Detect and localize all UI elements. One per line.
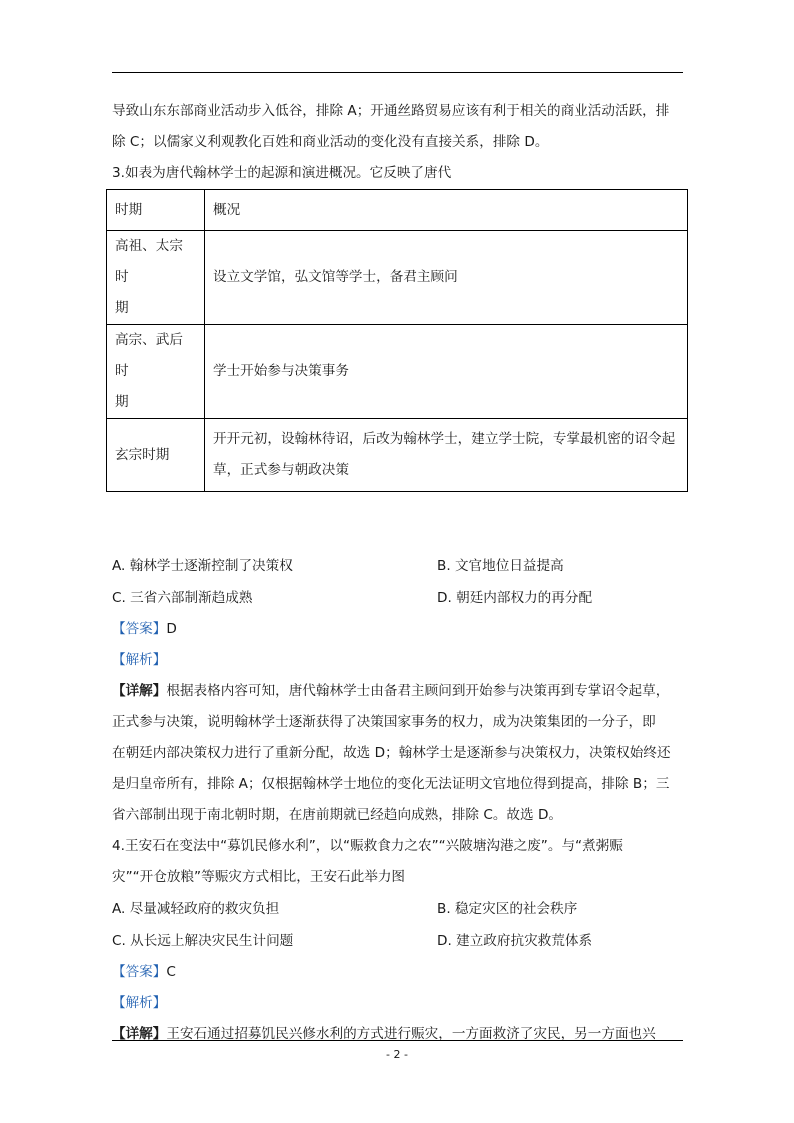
desc-line: 学士开始参与决策事务 bbox=[213, 363, 349, 379]
detail-line: 王安石通过招募饥民兴修水利的方式进行赈灾，一方面救济了灾民，另一方面也兴 bbox=[166, 1026, 656, 1042]
option-d: D. 建立政府抗灾救荒体系 bbox=[437, 933, 593, 949]
table-header-period: 时期 bbox=[107, 190, 205, 231]
table-cell-desc bbox=[205, 419, 688, 492]
detail-line: 省六部制出现于南北朝时期，在唐前期就已经趋向成熟，排除 C。故选 D。 bbox=[112, 807, 563, 823]
question-3-analysis bbox=[112, 645, 686, 676]
answer-tag: 【答案】 bbox=[112, 964, 167, 980]
question-3-table bbox=[106, 189, 688, 492]
question-4-answer bbox=[112, 957, 686, 988]
question-3-options bbox=[112, 550, 686, 614]
question-4-title-line-1: 4.王安石在变法中“募饥民修水利”，以“赈救食力之农”“兴陂塘沟港之废”。与“煮粥赈 bbox=[112, 838, 623, 854]
option-a: A. 尽量减轻政府的救灾负担 bbox=[112, 901, 280, 917]
option-b: B. 稳定灾区的社会秩序 bbox=[437, 901, 578, 917]
question-4-title-line-2: 灾”“开仓放粮”等赈灾方式相比，王安石此举力图 bbox=[112, 869, 406, 885]
table-cell-period bbox=[107, 419, 205, 492]
question-3-title: 3.如表为唐代翰林学士的起源和演进概况。它反映了唐代 bbox=[112, 165, 452, 181]
table-row bbox=[107, 231, 688, 325]
table-header-desc: 概况 bbox=[205, 190, 688, 231]
page-content bbox=[112, 96, 686, 1050]
question-4-detail bbox=[112, 1019, 686, 1050]
detail-line: 正式参与决策，说明翰林学士逐渐获得了决策国家事务的权力，成为决策集团的一分子，即 bbox=[112, 714, 656, 730]
desc-line: 草，正式参与朝政决策 bbox=[213, 462, 349, 478]
analysis-tag: 【解析】 bbox=[112, 995, 167, 1011]
option-a: A. 翰林学士逐渐控制了决策权 bbox=[112, 558, 293, 574]
detail-line: 根据表格内容可知，唐代翰林学士由备君主顾问到开始参与决策再到专掌诏令起草， bbox=[166, 683, 670, 699]
period-line: 期 bbox=[115, 394, 129, 410]
answer-tag: 【答案】 bbox=[112, 621, 167, 637]
detail-line: 在朝廷内部决策权力进行了重新分配，故选 D；翰林学士是逐渐参与决策权力，决策权始终还 bbox=[112, 745, 671, 761]
question-3-detail bbox=[112, 676, 686, 707]
desc-line: 开开元初，设翰林待诏，后改为翰林学士，建立学士院，专掌最机密的诏令起 bbox=[213, 431, 676, 447]
option-c: C. 从长远上解决灾民生计问题 bbox=[112, 933, 294, 949]
table-cell-period bbox=[107, 231, 205, 325]
table-row bbox=[107, 325, 688, 419]
table-cell-period bbox=[107, 325, 205, 419]
detail-tag: 【详解】 bbox=[112, 683, 167, 699]
option-d: D. 朝廷内部权力的再分配 bbox=[437, 590, 593, 606]
spacer bbox=[112, 492, 686, 550]
answer-value: D bbox=[166, 621, 177, 637]
prev-text-line-1: 导致山东东部商业活动步入低谷，排除 A；开通丝路贸易应该有利于相关的商业活动活跃，排 bbox=[112, 103, 670, 119]
table-header-row bbox=[107, 190, 688, 231]
prev-text-line-2: 除 C；以儒家义利观教化百姓和商业活动的变化没有直接关系，排除 D。 bbox=[112, 134, 549, 150]
question-4-analysis bbox=[112, 988, 686, 1019]
option-c: C. 三省六部制渐趋成熟 bbox=[112, 590, 253, 606]
period-line: 期 bbox=[115, 300, 129, 316]
desc-line: 设立文学馆，弘文馆等学士，备君主顾问 bbox=[213, 269, 458, 285]
table-row bbox=[107, 419, 688, 492]
question-3-answer bbox=[112, 614, 686, 645]
analysis-tag: 【解析】 bbox=[112, 652, 167, 668]
page-number: - 2 - bbox=[386, 1048, 408, 1061]
question-4-options bbox=[112, 893, 686, 957]
answer-value: C bbox=[166, 964, 176, 980]
table-cell-desc bbox=[205, 325, 688, 419]
option-b: B. 文官地位日益提高 bbox=[437, 558, 564, 574]
detail-tag: 【详解】 bbox=[112, 1026, 167, 1042]
table-cell-desc bbox=[205, 231, 688, 325]
period-line: 高祖、太宗时 bbox=[115, 238, 183, 285]
footer-rule bbox=[112, 1040, 683, 1041]
period-line: 玄宗时期 bbox=[115, 446, 170, 463]
detail-line: 是归皇帝所有，排除 A；仅根据翰林学士地位的变化无法证明文官地位得到提高，排除 B；三 bbox=[112, 776, 670, 792]
header-rule bbox=[112, 72, 683, 73]
period-line: 高宗、武后时 bbox=[115, 332, 183, 379]
